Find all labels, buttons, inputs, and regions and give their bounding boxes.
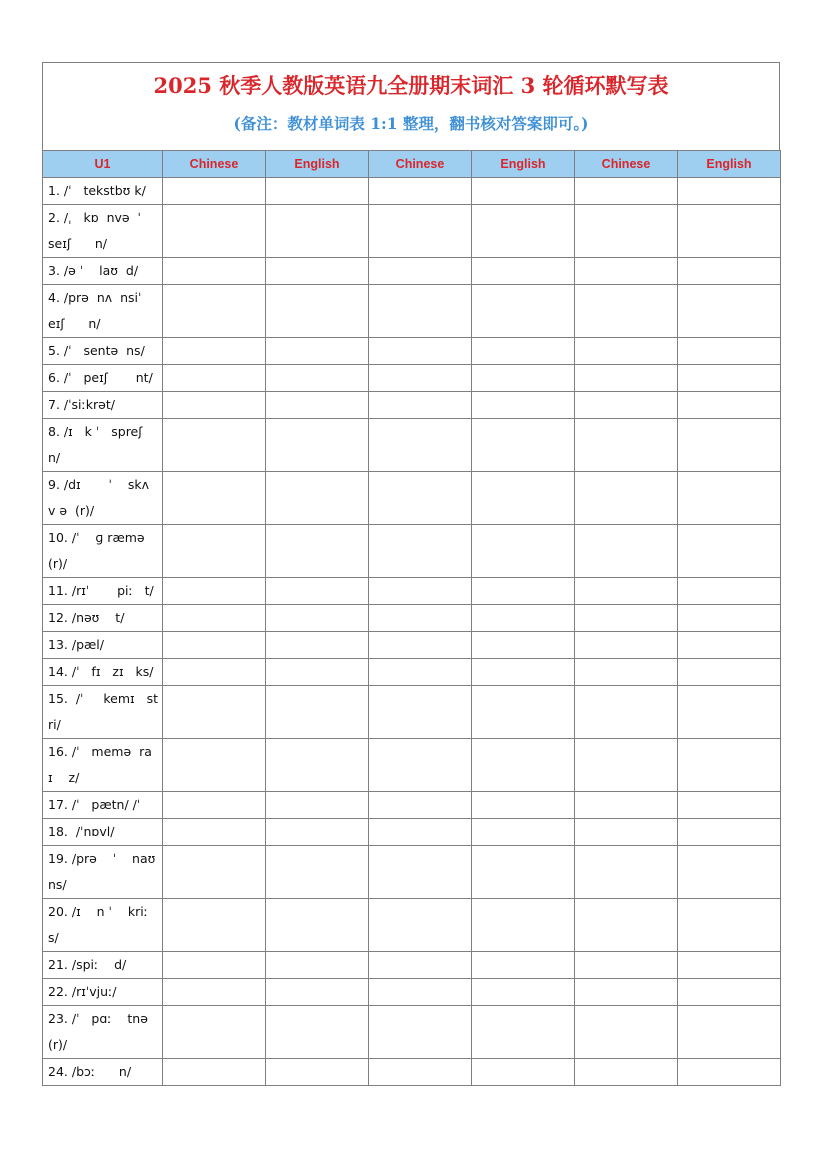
english-answer-cell[interactable]	[678, 952, 781, 979]
header-english: English	[266, 151, 369, 178]
english-answer-cell[interactable]	[472, 285, 575, 338]
chinese-answer-cell[interactable]	[163, 846, 266, 899]
table-row	[43, 899, 781, 952]
vocabulary-table	[42, 150, 781, 1086]
english-answer-cell[interactable]	[472, 605, 575, 632]
english-answer-cell[interactable]	[266, 899, 369, 952]
english-answer-cell[interactable]	[266, 525, 369, 578]
chinese-answer-cell[interactable]	[369, 525, 472, 578]
phonetic-cell: 2. /ˌ kɒ nvə ˈ seɪʃ n/	[43, 205, 163, 258]
chinese-answer-cell[interactable]	[575, 632, 678, 659]
english-answer-cell[interactable]	[678, 659, 781, 686]
chinese-answer-cell[interactable]	[369, 365, 472, 392]
chinese-answer-cell[interactable]	[575, 659, 678, 686]
header-unit: U1	[43, 151, 163, 178]
phonetic-cell: 22. /rɪˈvjuː/	[43, 979, 163, 1006]
phonetic-cell: 5. /ˈ sentə ns/	[43, 338, 163, 365]
english-answer-cell[interactable]	[678, 739, 781, 792]
english-answer-cell[interactable]	[266, 605, 369, 632]
english-answer-cell[interactable]	[678, 419, 781, 472]
english-answer-cell[interactable]	[266, 739, 369, 792]
phonetic-cell: 24. /bɔː n/	[43, 1059, 163, 1086]
chinese-answer-cell[interactable]	[163, 258, 266, 285]
chinese-answer-cell[interactable]	[163, 605, 266, 632]
chinese-answer-cell[interactable]	[575, 392, 678, 419]
english-answer-cell[interactable]	[266, 979, 369, 1006]
chinese-answer-cell[interactable]	[575, 1059, 678, 1086]
phonetic-cell: 4. /prə nʌ nsiˈ eɪʃ n/	[43, 285, 163, 338]
english-answer-cell[interactable]	[678, 846, 781, 899]
phonetic-cell: 17. /ˈ pætn/ /ˈ	[43, 792, 163, 819]
table-row	[43, 659, 781, 686]
english-answer-cell[interactable]	[678, 578, 781, 605]
chinese-answer-cell[interactable]	[575, 739, 678, 792]
phonetic-cell: 3. /ə ˈ laʊ d/	[43, 258, 163, 285]
english-answer-cell[interactable]	[266, 632, 369, 659]
chinese-answer-cell[interactable]	[369, 605, 472, 632]
english-answer-cell[interactable]	[266, 952, 369, 979]
chinese-answer-cell[interactable]	[575, 792, 678, 819]
phonetic-cell: 7. /ˈsiːkrət/	[43, 392, 163, 419]
english-answer-cell[interactable]	[678, 632, 781, 659]
english-answer-cell[interactable]	[472, 338, 575, 365]
english-answer-cell[interactable]	[678, 392, 781, 419]
english-answer-cell[interactable]	[266, 578, 369, 605]
chinese-answer-cell[interactable]	[575, 258, 678, 285]
english-answer-cell[interactable]	[678, 899, 781, 952]
header-english: English	[472, 151, 575, 178]
chinese-answer-cell[interactable]	[369, 952, 472, 979]
table-row	[43, 1006, 781, 1059]
english-answer-cell[interactable]	[678, 525, 781, 578]
chinese-answer-cell[interactable]	[369, 686, 472, 739]
table-header-row	[43, 151, 781, 178]
table-row	[43, 979, 781, 1006]
chinese-answer-cell[interactable]	[575, 365, 678, 392]
english-answer-cell[interactable]	[266, 686, 369, 739]
phonetic-cell: 8. /ɪ k ˈ spreʃ n/	[43, 419, 163, 472]
chinese-answer-cell[interactable]	[369, 792, 472, 819]
english-answer-cell[interactable]	[266, 1059, 369, 1086]
chinese-answer-cell[interactable]	[369, 258, 472, 285]
phonetic-cell: 18. /ˈnɒvl/	[43, 819, 163, 846]
phonetic-cell: 20. /ɪ n ˈ kriː s/	[43, 899, 163, 952]
english-answer-cell[interactable]	[472, 846, 575, 899]
english-answer-cell[interactable]	[472, 392, 575, 419]
english-answer-cell[interactable]	[472, 178, 575, 205]
english-answer-cell[interactable]	[266, 205, 369, 258]
chinese-answer-cell[interactable]	[369, 419, 472, 472]
english-answer-cell[interactable]	[472, 419, 575, 472]
table-row	[43, 472, 781, 525]
english-answer-cell[interactable]	[472, 205, 575, 258]
page-subtitle: (备注：教材单词表 1:1 整理，翻书核对答案即可。)	[233, 114, 589, 133]
worksheet	[42, 62, 780, 1086]
phonetic-cell: 19. /prə ˈ naʊ ns/	[43, 846, 163, 899]
chinese-answer-cell[interactable]	[163, 525, 266, 578]
phonetic-cell: 11. /rɪˈ piː t/	[43, 578, 163, 605]
chinese-answer-cell[interactable]	[575, 178, 678, 205]
chinese-answer-cell[interactable]	[575, 578, 678, 605]
english-answer-cell[interactable]	[678, 472, 781, 525]
table-row	[43, 365, 781, 392]
chinese-answer-cell[interactable]	[575, 686, 678, 739]
english-answer-cell[interactable]	[678, 285, 781, 338]
chinese-answer-cell[interactable]	[575, 525, 678, 578]
chinese-answer-cell[interactable]	[163, 338, 266, 365]
english-answer-cell[interactable]	[266, 472, 369, 525]
chinese-answer-cell[interactable]	[575, 285, 678, 338]
chinese-answer-cell[interactable]	[575, 819, 678, 846]
chinese-answer-cell[interactable]	[163, 739, 266, 792]
chinese-answer-cell[interactable]	[369, 819, 472, 846]
header-chinese: Chinese	[575, 151, 678, 178]
english-answer-cell[interactable]	[472, 979, 575, 1006]
english-answer-cell[interactable]	[472, 525, 575, 578]
chinese-answer-cell[interactable]	[163, 205, 266, 258]
english-answer-cell[interactable]	[266, 792, 369, 819]
table-row	[43, 178, 781, 205]
phonetic-cell: 13. /pæl/	[43, 632, 163, 659]
chinese-answer-cell[interactable]	[369, 205, 472, 258]
english-answer-cell[interactable]	[266, 392, 369, 419]
table-row	[43, 338, 781, 365]
english-answer-cell[interactable]	[472, 819, 575, 846]
chinese-answer-cell[interactable]	[575, 952, 678, 979]
chinese-answer-cell[interactable]	[163, 1059, 266, 1086]
phonetic-cell: 12. /nəʊ t/	[43, 605, 163, 632]
chinese-answer-cell[interactable]	[369, 285, 472, 338]
table-row	[43, 686, 781, 739]
table-row	[43, 419, 781, 472]
phonetic-cell: 10. /ˈ ɡ ræmə (r)/	[43, 525, 163, 578]
chinese-answer-cell[interactable]	[369, 739, 472, 792]
chinese-answer-cell[interactable]	[163, 659, 266, 686]
english-answer-cell[interactable]	[472, 686, 575, 739]
chinese-answer-cell[interactable]	[369, 659, 472, 686]
chinese-answer-cell[interactable]	[575, 605, 678, 632]
chinese-answer-cell[interactable]	[163, 392, 266, 419]
chinese-answer-cell[interactable]	[163, 979, 266, 1006]
chinese-answer-cell[interactable]	[369, 472, 472, 525]
chinese-answer-cell[interactable]	[163, 285, 266, 338]
table-row	[43, 792, 781, 819]
english-answer-cell[interactable]	[678, 338, 781, 365]
chinese-answer-cell[interactable]	[369, 979, 472, 1006]
english-answer-cell[interactable]	[678, 1059, 781, 1086]
chinese-answer-cell[interactable]	[163, 1006, 266, 1059]
english-answer-cell[interactable]	[678, 1006, 781, 1059]
chinese-answer-cell[interactable]	[575, 472, 678, 525]
english-answer-cell[interactable]	[472, 365, 575, 392]
english-answer-cell[interactable]	[266, 846, 369, 899]
chinese-answer-cell[interactable]	[163, 819, 266, 846]
chinese-answer-cell[interactable]	[163, 952, 266, 979]
english-answer-cell[interactable]	[266, 419, 369, 472]
english-answer-cell[interactable]	[266, 365, 369, 392]
table-row	[43, 632, 781, 659]
english-answer-cell[interactable]	[472, 632, 575, 659]
english-answer-cell[interactable]	[266, 338, 369, 365]
english-answer-cell[interactable]	[266, 285, 369, 338]
english-answer-cell[interactable]	[472, 792, 575, 819]
english-answer-cell[interactable]	[678, 258, 781, 285]
english-answer-cell[interactable]	[678, 979, 781, 1006]
english-answer-cell[interactable]	[472, 739, 575, 792]
chinese-answer-cell[interactable]	[369, 846, 472, 899]
chinese-answer-cell[interactable]	[163, 632, 266, 659]
english-answer-cell[interactable]	[266, 178, 369, 205]
phonetic-cell: 16. /ˈ memə ra ɪ z/	[43, 739, 163, 792]
header-english: English	[678, 151, 781, 178]
english-answer-cell[interactable]	[678, 178, 781, 205]
english-answer-cell[interactable]	[472, 1006, 575, 1059]
english-answer-cell[interactable]	[472, 952, 575, 979]
chinese-answer-cell[interactable]	[369, 1059, 472, 1086]
phonetic-cell: 14. /ˈ fɪ zɪ ks/	[43, 659, 163, 686]
english-answer-cell[interactable]	[678, 792, 781, 819]
table-row	[43, 1059, 781, 1086]
table-row	[43, 952, 781, 979]
chinese-answer-cell[interactable]	[575, 1006, 678, 1059]
table-row	[43, 258, 781, 285]
chinese-answer-cell[interactable]	[575, 846, 678, 899]
phonetic-cell: 6. /ˈ peɪʃ nt/	[43, 365, 163, 392]
chinese-answer-cell[interactable]	[163, 578, 266, 605]
chinese-answer-cell[interactable]	[575, 205, 678, 258]
chinese-answer-cell[interactable]	[163, 472, 266, 525]
english-answer-cell[interactable]	[678, 365, 781, 392]
chinese-answer-cell[interactable]	[163, 686, 266, 739]
table-row	[43, 525, 781, 578]
table-row	[43, 605, 781, 632]
table-row	[43, 285, 781, 338]
chinese-answer-cell[interactable]	[369, 178, 472, 205]
table-body	[43, 178, 781, 1086]
chinese-answer-cell[interactable]	[163, 899, 266, 952]
phonetic-cell: 21. /spiː d/	[43, 952, 163, 979]
table-row	[43, 739, 781, 792]
english-answer-cell[interactable]	[472, 472, 575, 525]
chinese-answer-cell[interactable]	[369, 392, 472, 419]
chinese-answer-cell[interactable]	[575, 419, 678, 472]
phonetic-cell: 9. /dɪ ˈ skʌ v ə (r)/	[43, 472, 163, 525]
english-answer-cell[interactable]	[472, 1059, 575, 1086]
phonetic-cell: 1. /ˈ tekstbʊ k/	[43, 178, 163, 205]
chinese-answer-cell[interactable]	[369, 632, 472, 659]
chinese-answer-cell[interactable]	[575, 899, 678, 952]
english-answer-cell[interactable]	[678, 205, 781, 258]
header-chinese: Chinese	[163, 151, 266, 178]
english-answer-cell[interactable]	[472, 578, 575, 605]
english-answer-cell[interactable]	[266, 1006, 369, 1059]
phonetic-cell: 15. /ˈ kemɪ stri/	[43, 686, 163, 739]
english-answer-cell[interactable]	[678, 605, 781, 632]
chinese-answer-cell[interactable]	[369, 1006, 472, 1059]
page-title: 2025 秋季人教版英语九全册期末词汇 3 轮循环默写表	[153, 73, 669, 98]
header-chinese: Chinese	[369, 151, 472, 178]
table-row	[43, 846, 781, 899]
chinese-answer-cell[interactable]	[369, 338, 472, 365]
chinese-answer-cell[interactable]	[163, 365, 266, 392]
table-row	[43, 819, 781, 846]
table-row	[43, 392, 781, 419]
english-answer-cell[interactable]	[472, 899, 575, 952]
phonetic-cell: 23. /ˈ pɑː tnə (r)/	[43, 1006, 163, 1059]
english-answer-cell[interactable]	[472, 258, 575, 285]
english-answer-cell[interactable]	[678, 819, 781, 846]
chinese-answer-cell[interactable]	[163, 419, 266, 472]
english-answer-cell[interactable]	[266, 659, 369, 686]
english-answer-cell[interactable]	[472, 659, 575, 686]
chinese-answer-cell[interactable]	[575, 979, 678, 1006]
table-row	[43, 578, 781, 605]
header-box	[42, 62, 780, 150]
english-answer-cell[interactable]	[678, 686, 781, 739]
chinese-answer-cell[interactable]	[369, 899, 472, 952]
english-answer-cell[interactable]	[266, 819, 369, 846]
english-answer-cell[interactable]	[266, 258, 369, 285]
table-row	[43, 205, 781, 258]
chinese-answer-cell[interactable]	[163, 792, 266, 819]
chinese-answer-cell[interactable]	[163, 178, 266, 205]
chinese-answer-cell[interactable]	[369, 578, 472, 605]
chinese-answer-cell[interactable]	[575, 338, 678, 365]
